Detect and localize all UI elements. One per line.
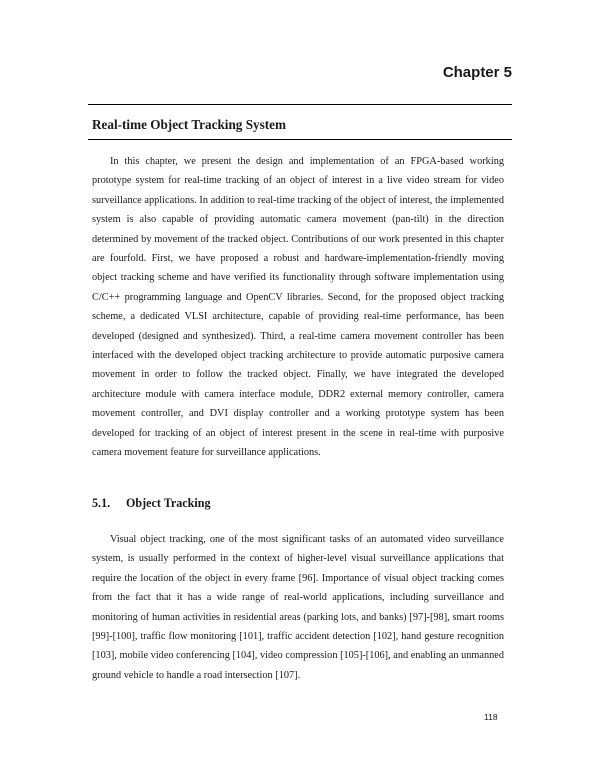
chapter-title: Real-time Object Tracking System xyxy=(92,117,286,132)
title-bottom-rule xyxy=(88,139,512,140)
section-paragraph: Visual object tracking, one of the most significant tasks of an automated video surveillance system, is usually performed in the context of higher-level visual surveillance applications that require the location of the object in every frame [96]. Importance of visual object tracking comes from the fact that it has a wide range of real-world applications, including surveillance and monitoring of human activities in residential areas (parking lots, and banks) [97]-[98], smart rooms [99]-[100], traffic flow monitoring [101], traffic accident detection [102], hand gesture recognition [103], mobile video conferencing [104], video compression [105]-[106], and enabling an unmanned ground vehicle to handle a road intersection [107]. xyxy=(92,534,504,681)
chapter-title-block xyxy=(88,104,512,140)
page-number: 118 xyxy=(484,712,498,722)
section-number: 5.1. xyxy=(92,496,111,510)
intro-paragraph: In this chapter, we present the design and implementation of an FPGA-based working prototype system for real-time tracking of an object of interest in a live video stream for video surveillance applications. In addition to real-time tracking of the object of interest, the implemented system is also capable of providing automatic camera movement (pan-tilt) in the direction determined by movement of the tracked object. Contributions of our work presented in this chapter are fourfold. First, we have proposed a robust and hardware-implementation-friendly moving object tracking scheme and have verified its functionality through software implementation using C/C++ programming language and OpenCV libraries. Second, for the proposed object tracking scheme, a dedicated VLSI architecture, capable of providing real-time performance, has been developed (designed and synthesized). Third, a real-time camera movement controller has been interfaced with the developed object tracking architecture to provide automatic purposive camera movement in order to follow the tracked object. Finally, we have integrated the developed architecture module with camera interface module, DDR2 external memory controller, camera movement controller, and DVI display controller and a working prototype system has been developed for tracking of an object of interest present in the scene in real-time with purposive camera movement feature for surveillance applications. xyxy=(92,156,504,459)
section-title: Object Tracking xyxy=(126,496,211,510)
chapter-label: Chapter 5 xyxy=(442,64,512,81)
section-heading xyxy=(92,496,211,511)
